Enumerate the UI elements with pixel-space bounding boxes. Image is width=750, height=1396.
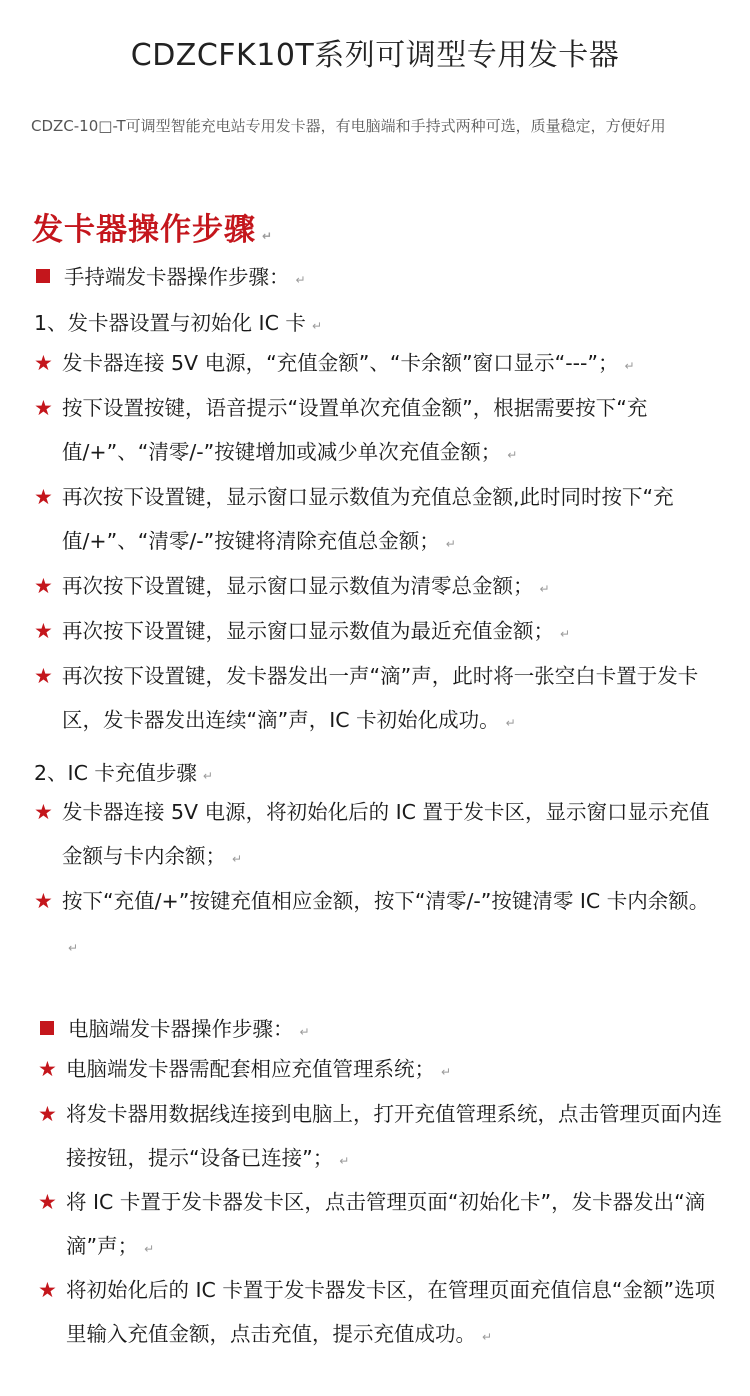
step1-title-text: 1、发卡器设置与初始化 IC 卡 xyxy=(34,311,306,335)
return-mark-icon: ↵ xyxy=(202,769,213,783)
return-mark-icon: ↵ xyxy=(560,627,571,641)
red-square-icon xyxy=(36,269,50,283)
return-mark-icon: ↵ xyxy=(311,319,322,333)
list-item-text: 再次按下设置键，显示窗口显示数值为最近充值金额； xyxy=(62,619,554,643)
list-item xyxy=(38,1092,722,1183)
list-item-text: 再次按下设置键，显示窗口显示数值为充值总金额,此时同时按下“充值/+”、“清零/-”按键将清除充值总金额； xyxy=(62,485,674,553)
return-mark-icon: ↵ xyxy=(68,941,79,955)
star-icon: ★ xyxy=(34,664,53,688)
star-icon: ★ xyxy=(34,800,53,824)
list-item xyxy=(34,609,722,656)
star-icon: ★ xyxy=(38,1190,57,1214)
handheld-heading xyxy=(36,260,306,290)
list-item-text: 将 IC 卡置于发卡器发卡区，点击管理页面“初始化卡”，发卡器发出“滴滴”声； xyxy=(66,1190,706,1258)
section-heading-text: 发卡器操作步骤 xyxy=(32,212,256,248)
star-icon: ★ xyxy=(34,396,53,420)
star-icon: ★ xyxy=(34,485,53,509)
step2-title xyxy=(34,756,213,786)
star-icon: ★ xyxy=(34,889,53,913)
star-icon: ★ xyxy=(38,1102,57,1126)
return-mark-icon: ↵ xyxy=(441,1065,452,1079)
return-mark-icon: ↵ xyxy=(445,537,456,551)
return-mark-icon: ↵ xyxy=(507,448,518,462)
list-item-text: 将发卡器用数据线连接到电脑上，打开充值管理系统，点击管理页面内连接按钮，提示“设备已连接”； xyxy=(66,1102,722,1170)
pc-heading-text: 电脑端发卡器操作步骤： xyxy=(68,1017,294,1041)
list-item xyxy=(34,790,722,881)
list-item-text: 按下设置按键，语音提示“设置单次充值金额”，根据需要按下“充值/+”、“清零/-”按键增加或减少单次充值金额； xyxy=(62,396,648,464)
pc-heading xyxy=(40,1012,310,1042)
list-item-text: 发卡器连接 5V 电源，将初始化后的 IC 置于发卡区，显示窗口显示充值金额与卡内余额； xyxy=(62,800,710,868)
list-item xyxy=(38,1047,722,1094)
list-item xyxy=(34,654,722,745)
star-icon: ★ xyxy=(34,574,53,598)
intro-text: CDZC-10□-T可调型智能充电站专用发卡器，有电脑端和手持式两种可选，质量稳定，方便好用 xyxy=(31,117,666,135)
return-mark-icon: ↵ xyxy=(299,1025,310,1039)
page-title: CDZCFK10T系列可调型专用发卡器 xyxy=(130,38,620,73)
star-icon: ★ xyxy=(38,1278,57,1302)
return-mark-icon: ↵ xyxy=(624,359,635,373)
section-heading xyxy=(32,204,273,249)
return-mark-icon: ↵ xyxy=(144,1242,155,1256)
return-mark-icon: ↵ xyxy=(482,1330,493,1344)
list-item xyxy=(34,386,722,477)
list-item-text: 电脑端发卡器需配套相应充值管理系统； xyxy=(66,1057,435,1081)
list-item-text: 将初始化后的 IC 卡置于发卡器发卡区，在管理页面充值信息“金额”选项里输入充值金额，点击充值，提示充值成功。 xyxy=(66,1278,716,1346)
list-item xyxy=(34,475,722,566)
list-item xyxy=(34,879,722,970)
star-icon: ★ xyxy=(34,619,53,643)
return-mark-icon: ↵ xyxy=(295,273,306,287)
step1-title xyxy=(34,306,322,336)
list-item xyxy=(38,1268,722,1359)
list-item-text: 再次按下设置键，显示窗口显示数值为清零总金额； xyxy=(62,574,534,598)
star-icon: ★ xyxy=(34,351,53,375)
list-item xyxy=(34,341,722,388)
return-mark-icon: ↵ xyxy=(262,229,274,243)
star-icon: ★ xyxy=(38,1057,57,1081)
step2-title-text: 2、IC 卡充值步骤 xyxy=(34,761,197,785)
red-square-icon xyxy=(40,1021,54,1035)
list-item xyxy=(34,564,722,611)
list-item xyxy=(38,1180,722,1271)
return-mark-icon: ↵ xyxy=(339,1154,350,1168)
handheld-heading-text: 手持端发卡器操作步骤： xyxy=(64,265,290,289)
list-item-text: 再次按下设置键，发卡器发出一声“滴”声，此时将一张空白卡置于发卡区，发卡器发出连续“滴”声，IC 卡初始化成功。 xyxy=(62,664,699,732)
list-item-text: 发卡器连接 5V 电源，“充值金额”、“卡余额”窗口显示“---”； xyxy=(62,351,619,375)
return-mark-icon: ↵ xyxy=(505,716,516,730)
return-mark-icon: ↵ xyxy=(539,582,550,596)
return-mark-icon: ↵ xyxy=(232,852,243,866)
list-item-text: 按下“充值/+”按键充值相应金额，按下“清零/-”按键清零 IC 卡内余额。 xyxy=(62,889,710,913)
